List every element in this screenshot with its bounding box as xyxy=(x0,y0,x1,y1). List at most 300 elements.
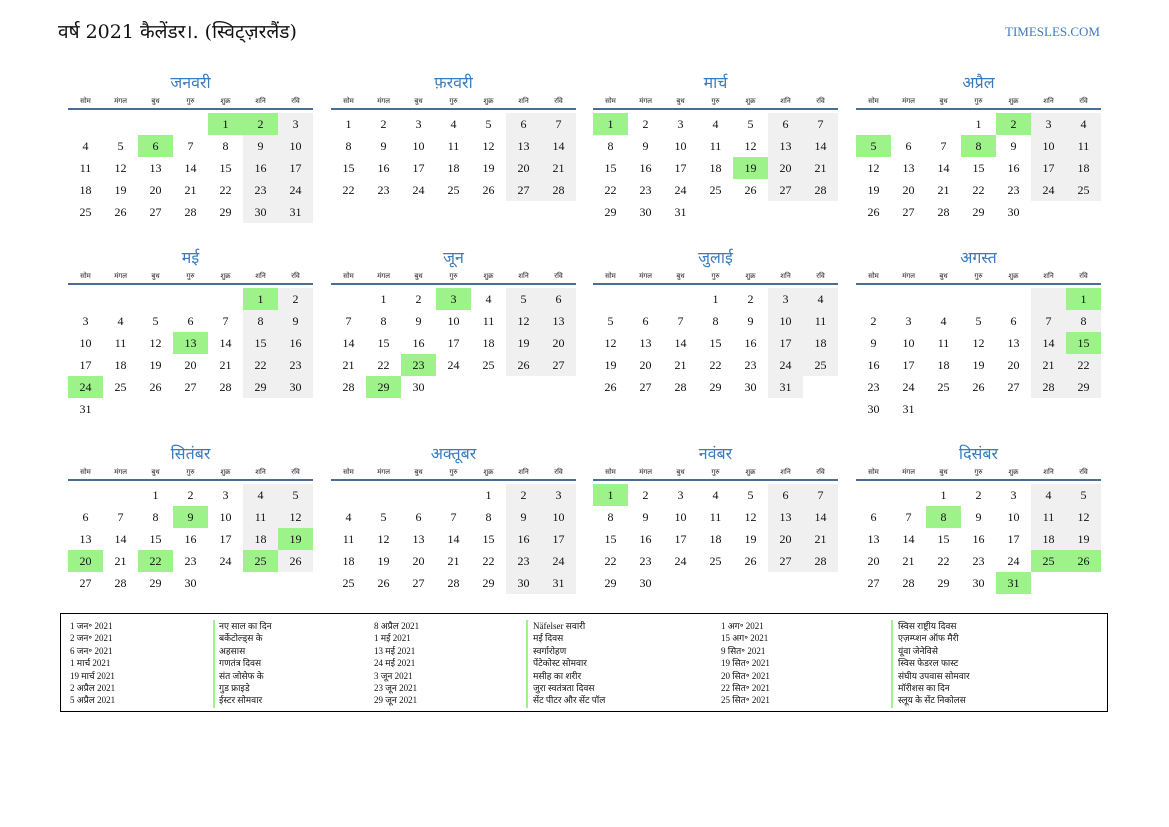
day-cell[interactable]: 15 xyxy=(342,161,355,175)
day-cell[interactable]: 21 xyxy=(184,183,197,197)
day-cell[interactable]: 20 xyxy=(639,358,652,372)
day-cell[interactable]: 2 xyxy=(506,484,541,506)
day-cell[interactable]: 6 xyxy=(768,484,803,506)
day-cell[interactable]: 28 xyxy=(803,550,838,572)
day-cell[interactable]: 23 xyxy=(972,554,985,568)
day-cell[interactable]: 10 xyxy=(541,506,576,528)
day-cell[interactable]: 3 xyxy=(222,488,229,502)
day-cell[interactable]: 9 xyxy=(278,310,313,332)
day-cell[interactable]: 22 xyxy=(243,354,278,376)
holiday-day-cell[interactable]: 9 xyxy=(173,506,208,528)
day-cell[interactable]: 16 xyxy=(278,332,313,354)
day-cell[interactable]: 7 xyxy=(345,314,352,328)
day-cell[interactable]: 21 xyxy=(219,358,232,372)
day-cell[interactable]: 14 xyxy=(184,161,197,175)
day-cell[interactable]: 26 xyxy=(744,183,757,197)
holiday-day-cell[interactable]: 1 xyxy=(593,484,628,506)
day-cell[interactable]: 8 xyxy=(222,139,229,153)
day-cell[interactable]: 14 xyxy=(114,532,127,546)
day-cell[interactable]: 25 xyxy=(803,354,838,376)
day-cell[interactable]: 15 xyxy=(482,532,495,546)
day-cell[interactable]: 24 xyxy=(768,354,803,376)
day-cell[interactable]: 26 xyxy=(604,380,617,394)
holiday-day-cell[interactable]: 29 xyxy=(366,376,401,398)
day-cell[interactable]: 10 xyxy=(447,314,460,328)
day-cell[interactable]: 29 xyxy=(482,576,495,590)
day-cell[interactable]: 8 xyxy=(712,314,719,328)
day-cell[interactable]: 30 xyxy=(412,380,425,394)
holiday-day-cell[interactable]: 25 xyxy=(1031,550,1066,572)
day-cell[interactable]: 30 xyxy=(972,576,985,590)
day-cell[interactable]: 7 xyxy=(450,510,457,524)
day-cell[interactable]: 28 xyxy=(447,576,460,590)
day-cell[interactable]: 20 xyxy=(902,183,915,197)
day-cell[interactable]: 18 xyxy=(709,161,722,175)
day-cell[interactable]: 20 xyxy=(412,554,425,568)
day-cell[interactable]: 10 xyxy=(768,310,803,332)
day-cell[interactable]: 13 xyxy=(149,161,162,175)
day-cell[interactable]: 28 xyxy=(902,576,915,590)
day-cell[interactable]: 16 xyxy=(867,358,880,372)
day-cell[interactable]: 17 xyxy=(1007,532,1020,546)
day-cell[interactable]: 10 xyxy=(902,336,915,350)
day-cell[interactable]: 14 xyxy=(342,336,355,350)
holiday-day-cell[interactable]: 1 xyxy=(243,288,278,310)
day-cell[interactable]: 9 xyxy=(380,139,387,153)
day-cell[interactable]: 18 xyxy=(482,336,495,350)
day-cell[interactable]: 3 xyxy=(82,314,89,328)
day-cell[interactable]: 4 xyxy=(485,292,492,306)
day-cell[interactable]: 12 xyxy=(972,336,985,350)
day-cell[interactable]: 5 xyxy=(747,117,754,131)
day-cell[interactable]: 25 xyxy=(114,380,127,394)
day-cell[interactable]: 3 xyxy=(278,113,313,135)
day-cell[interactable]: 29 xyxy=(219,205,232,219)
day-cell[interactable]: 27 xyxy=(184,380,197,394)
day-cell[interactable]: 17 xyxy=(541,528,576,550)
day-cell[interactable]: 1 xyxy=(345,117,352,131)
holiday-day-cell[interactable]: 8 xyxy=(926,506,961,528)
day-cell[interactable]: 29 xyxy=(1066,376,1101,398)
day-cell[interactable]: 14 xyxy=(447,532,460,546)
day-cell[interactable]: 24 xyxy=(412,183,425,197)
day-cell[interactable]: 9 xyxy=(415,314,422,328)
day-cell[interactable]: 20 xyxy=(506,157,541,179)
day-cell[interactable]: 17 xyxy=(768,332,803,354)
day-cell[interactable]: 23 xyxy=(506,550,541,572)
day-cell[interactable]: 23 xyxy=(867,380,880,394)
day-cell[interactable]: 11 xyxy=(709,510,722,524)
day-cell[interactable]: 2 xyxy=(642,117,649,131)
day-cell[interactable]: 5 xyxy=(380,510,387,524)
day-cell[interactable]: 25 xyxy=(937,380,950,394)
day-cell[interactable]: 28 xyxy=(541,179,576,201)
holiday-day-cell[interactable]: 8 xyxy=(961,135,996,157)
day-cell[interactable]: 29 xyxy=(604,576,617,590)
day-cell[interactable]: 24 xyxy=(541,550,576,572)
holiday-day-cell[interactable]: 26 xyxy=(1066,550,1101,572)
day-cell[interactable]: 4 xyxy=(243,484,278,506)
day-cell[interactable]: 8 xyxy=(1066,310,1101,332)
day-cell[interactable]: 24 xyxy=(278,179,313,201)
day-cell[interactable]: 27 xyxy=(1007,380,1020,394)
day-cell[interactable]: 29 xyxy=(937,576,950,590)
day-cell[interactable]: 5 xyxy=(117,139,124,153)
holiday-day-cell[interactable]: 1 xyxy=(593,113,628,135)
day-cell[interactable]: 30 xyxy=(639,205,652,219)
day-cell[interactable]: 28 xyxy=(184,205,197,219)
day-cell[interactable]: 16 xyxy=(972,532,985,546)
day-cell[interactable]: 9 xyxy=(1010,139,1017,153)
day-cell[interactable]: 15 xyxy=(219,161,232,175)
day-cell[interactable]: 2 xyxy=(380,117,387,131)
day-cell[interactable]: 14 xyxy=(1031,332,1066,354)
day-cell[interactable]: 17 xyxy=(447,336,460,350)
day-cell[interactable]: 31 xyxy=(902,402,915,416)
day-cell[interactable]: 16 xyxy=(412,336,425,350)
day-cell[interactable]: 26 xyxy=(149,380,162,394)
day-cell[interactable]: 20 xyxy=(867,554,880,568)
day-cell[interactable]: 4 xyxy=(82,139,89,153)
day-cell[interactable]: 31 xyxy=(541,572,576,594)
day-cell[interactable]: 2 xyxy=(642,488,649,502)
holiday-day-cell[interactable]: 2 xyxy=(996,113,1031,135)
day-cell[interactable]: 4 xyxy=(345,510,352,524)
day-cell[interactable]: 3 xyxy=(1010,488,1017,502)
day-cell[interactable]: 6 xyxy=(506,113,541,135)
day-cell[interactable]: 28 xyxy=(803,179,838,201)
day-cell[interactable]: 24 xyxy=(447,358,460,372)
day-cell[interactable]: 6 xyxy=(1010,314,1017,328)
day-cell[interactable]: 20 xyxy=(149,183,162,197)
day-cell[interactable]: 27 xyxy=(867,576,880,590)
day-cell[interactable]: 10 xyxy=(674,139,687,153)
day-cell[interactable]: 7 xyxy=(677,314,684,328)
day-cell[interactable]: 21 xyxy=(1031,354,1066,376)
day-cell[interactable]: 29 xyxy=(972,205,985,219)
day-cell[interactable]: 16 xyxy=(639,532,652,546)
day-cell[interactable]: 22 xyxy=(604,183,617,197)
day-cell[interactable]: 10 xyxy=(219,510,232,524)
day-cell[interactable]: 18 xyxy=(1066,157,1101,179)
day-cell[interactable]: 6 xyxy=(905,139,912,153)
day-cell[interactable]: 30 xyxy=(278,376,313,398)
day-cell[interactable]: 27 xyxy=(79,576,92,590)
day-cell[interactable]: 24 xyxy=(219,554,232,568)
day-cell[interactable]: 12 xyxy=(867,161,880,175)
day-cell[interactable]: 8 xyxy=(345,139,352,153)
day-cell[interactable]: 18 xyxy=(243,528,278,550)
day-cell[interactable]: 23 xyxy=(184,554,197,568)
day-cell[interactable]: 3 xyxy=(1031,113,1066,135)
day-cell[interactable]: 2 xyxy=(975,488,982,502)
day-cell[interactable]: 22 xyxy=(377,358,390,372)
day-cell[interactable]: 18 xyxy=(1031,528,1066,550)
day-cell[interactable]: 1 xyxy=(485,488,492,502)
holiday-day-cell[interactable]: 5 xyxy=(856,135,891,157)
day-cell[interactable]: 10 xyxy=(1031,135,1066,157)
day-cell[interactable]: 30 xyxy=(506,572,541,594)
holiday-day-cell[interactable]: 1 xyxy=(208,113,243,135)
day-cell[interactable]: 9 xyxy=(870,336,877,350)
day-cell[interactable]: 12 xyxy=(149,336,162,350)
day-cell[interactable]: 26 xyxy=(114,205,127,219)
holiday-day-cell[interactable]: 25 xyxy=(243,550,278,572)
day-cell[interactable]: 4 xyxy=(712,488,719,502)
day-cell[interactable]: 13 xyxy=(79,532,92,546)
day-cell[interactable]: 19 xyxy=(482,161,495,175)
day-cell[interactable]: 6 xyxy=(187,314,194,328)
day-cell[interactable]: 27 xyxy=(768,179,803,201)
day-cell[interactable]: 14 xyxy=(541,135,576,157)
day-cell[interactable]: 13 xyxy=(1007,336,1020,350)
day-cell[interactable]: 23 xyxy=(639,554,652,568)
day-cell[interactable]: 8 xyxy=(485,510,492,524)
day-cell[interactable]: 9 xyxy=(975,510,982,524)
day-cell[interactable]: 25 xyxy=(1066,179,1101,201)
day-cell[interactable]: 28 xyxy=(219,380,232,394)
day-cell[interactable]: 3 xyxy=(541,484,576,506)
day-cell[interactable]: 28 xyxy=(342,380,355,394)
day-cell[interactable]: 19 xyxy=(604,358,617,372)
day-cell[interactable]: 11 xyxy=(1066,135,1101,157)
day-cell[interactable]: 1 xyxy=(152,488,159,502)
day-cell[interactable]: 11 xyxy=(937,336,950,350)
day-cell[interactable]: 18 xyxy=(114,358,127,372)
day-cell[interactable]: 12 xyxy=(1066,506,1101,528)
day-cell[interactable]: 2 xyxy=(187,488,194,502)
day-cell[interactable]: 31 xyxy=(768,376,803,398)
day-cell[interactable]: 29 xyxy=(243,376,278,398)
day-cell[interactable]: 21 xyxy=(803,528,838,550)
day-cell[interactable]: 15 xyxy=(149,532,162,546)
day-cell[interactable]: 27 xyxy=(639,380,652,394)
day-cell[interactable]: 21 xyxy=(114,554,127,568)
day-cell[interactable]: 27 xyxy=(506,179,541,201)
day-cell[interactable]: 22 xyxy=(972,183,985,197)
day-cell[interactable]: 17 xyxy=(1031,157,1066,179)
day-cell[interactable]: 27 xyxy=(541,354,576,376)
day-cell[interactable]: 21 xyxy=(937,183,950,197)
site-link[interactable]: TIMESLES.COM xyxy=(1005,24,1100,39)
day-cell[interactable]: 4 xyxy=(940,314,947,328)
day-cell[interactable]: 28 xyxy=(114,576,127,590)
day-cell[interactable]: 12 xyxy=(744,510,757,524)
day-cell[interactable]: 15 xyxy=(937,532,950,546)
day-cell[interactable]: 14 xyxy=(937,161,950,175)
day-cell[interactable]: 13 xyxy=(768,506,803,528)
day-cell[interactable]: 29 xyxy=(149,576,162,590)
day-cell[interactable]: 2 xyxy=(278,288,313,310)
day-cell[interactable]: 16 xyxy=(506,528,541,550)
day-cell[interactable]: 19 xyxy=(744,532,757,546)
day-cell[interactable]: 14 xyxy=(674,336,687,350)
day-cell[interactable]: 26 xyxy=(867,205,880,219)
day-cell[interactable]: 6 xyxy=(82,510,89,524)
day-cell[interactable]: 10 xyxy=(674,510,687,524)
day-cell[interactable]: 11 xyxy=(803,310,838,332)
day-cell[interactable]: 1 xyxy=(380,292,387,306)
day-cell[interactable]: 21 xyxy=(803,157,838,179)
day-cell[interactable]: 7 xyxy=(803,113,838,135)
day-cell[interactable]: 12 xyxy=(278,506,313,528)
day-cell[interactable]: 18 xyxy=(342,554,355,568)
day-cell[interactable]: 4 xyxy=(712,117,719,131)
day-cell[interactable]: 17 xyxy=(674,532,687,546)
day-cell[interactable]: 24 xyxy=(902,380,915,394)
day-cell[interactable]: 25 xyxy=(342,576,355,590)
day-cell[interactable]: 22 xyxy=(482,554,495,568)
day-cell[interactable]: 15 xyxy=(243,332,278,354)
holiday-day-cell[interactable]: 13 xyxy=(173,332,208,354)
day-cell[interactable]: 14 xyxy=(219,336,232,350)
day-cell[interactable]: 11 xyxy=(447,139,460,153)
day-cell[interactable]: 13 xyxy=(412,532,425,546)
day-cell[interactable]: 23 xyxy=(639,183,652,197)
day-cell[interactable]: 6 xyxy=(415,510,422,524)
day-cell[interactable]: 6 xyxy=(768,113,803,135)
day-cell[interactable]: 24 xyxy=(674,183,687,197)
day-cell[interactable]: 18 xyxy=(937,358,950,372)
day-cell[interactable]: 6 xyxy=(642,314,649,328)
day-cell[interactable]: 15 xyxy=(604,161,617,175)
day-cell[interactable]: 19 xyxy=(506,332,541,354)
day-cell[interactable]: 30 xyxy=(639,576,652,590)
day-cell[interactable]: 29 xyxy=(604,205,617,219)
day-cell[interactable]: 16 xyxy=(377,161,390,175)
day-cell[interactable]: 22 xyxy=(342,183,355,197)
holiday-day-cell[interactable]: 19 xyxy=(733,157,768,179)
day-cell[interactable]: 24 xyxy=(1031,179,1066,201)
day-cell[interactable]: 3 xyxy=(768,288,803,310)
day-cell[interactable]: 4 xyxy=(117,314,124,328)
day-cell[interactable]: 14 xyxy=(803,135,838,157)
day-cell[interactable]: 28 xyxy=(937,205,950,219)
day-cell[interactable]: 19 xyxy=(114,183,127,197)
day-cell[interactable]: 27 xyxy=(768,550,803,572)
day-cell[interactable]: 25 xyxy=(709,183,722,197)
day-cell[interactable]: 4 xyxy=(1031,484,1066,506)
day-cell[interactable]: 28 xyxy=(1031,376,1066,398)
day-cell[interactable]: 23 xyxy=(744,358,757,372)
day-cell[interactable]: 25 xyxy=(447,183,460,197)
holiday-day-cell[interactable]: 23 xyxy=(401,354,436,376)
day-cell[interactable]: 19 xyxy=(149,358,162,372)
day-cell[interactable]: 13 xyxy=(639,336,652,350)
day-cell[interactable]: 7 xyxy=(1031,310,1066,332)
day-cell[interactable]: 10 xyxy=(79,336,92,350)
day-cell[interactable]: 23 xyxy=(243,179,278,201)
day-cell[interactable]: 4 xyxy=(450,117,457,131)
day-cell[interactable]: 30 xyxy=(184,576,197,590)
day-cell[interactable]: 19 xyxy=(377,554,390,568)
holiday-day-cell[interactable]: 31 xyxy=(996,572,1031,594)
day-cell[interactable]: 11 xyxy=(482,314,495,328)
day-cell[interactable]: 11 xyxy=(342,532,355,546)
day-cell[interactable]: 8 xyxy=(607,510,614,524)
day-cell[interactable]: 23 xyxy=(1007,183,1020,197)
day-cell[interactable]: 13 xyxy=(867,532,880,546)
day-cell[interactable]: 29 xyxy=(709,380,722,394)
day-cell[interactable]: 1 xyxy=(940,488,947,502)
holiday-day-cell[interactable]: 24 xyxy=(68,376,103,398)
day-cell[interactable]: 7 xyxy=(541,113,576,135)
day-cell[interactable]: 6 xyxy=(870,510,877,524)
day-cell[interactable]: 26 xyxy=(972,380,985,394)
day-cell[interactable]: 12 xyxy=(114,161,127,175)
day-cell[interactable]: 9 xyxy=(243,135,278,157)
day-cell[interactable]: 10 xyxy=(278,135,313,157)
day-cell[interactable]: 11 xyxy=(1031,506,1066,528)
day-cell[interactable]: 27 xyxy=(902,205,915,219)
holiday-day-cell[interactable]: 15 xyxy=(1066,332,1101,354)
day-cell[interactable]: 19 xyxy=(867,183,880,197)
day-cell[interactable]: 26 xyxy=(482,183,495,197)
day-cell[interactable]: 3 xyxy=(677,488,684,502)
day-cell[interactable]: 18 xyxy=(709,532,722,546)
day-cell[interactable]: 9 xyxy=(642,510,649,524)
day-cell[interactable]: 2 xyxy=(415,292,422,306)
day-cell[interactable]: 10 xyxy=(412,139,425,153)
day-cell[interactable]: 28 xyxy=(674,380,687,394)
day-cell[interactable]: 8 xyxy=(380,314,387,328)
day-cell[interactable]: 8 xyxy=(243,310,278,332)
holiday-day-cell[interactable]: 1 xyxy=(1066,288,1101,310)
day-cell[interactable]: 6 xyxy=(541,288,576,310)
holiday-day-cell[interactable]: 22 xyxy=(138,550,173,572)
day-cell[interactable]: 9 xyxy=(747,314,754,328)
day-cell[interactable]: 18 xyxy=(803,332,838,354)
day-cell[interactable]: 3 xyxy=(415,117,422,131)
day-cell[interactable]: 4 xyxy=(1066,113,1101,135)
day-cell[interactable]: 14 xyxy=(902,532,915,546)
holiday-day-cell[interactable]: 2 xyxy=(243,113,278,135)
day-cell[interactable]: 16 xyxy=(1007,161,1020,175)
day-cell[interactable]: 10 xyxy=(1007,510,1020,524)
day-cell[interactable]: 30 xyxy=(867,402,880,416)
day-cell[interactable]: 9 xyxy=(642,139,649,153)
day-cell[interactable]: 2 xyxy=(747,292,754,306)
day-cell[interactable]: 12 xyxy=(604,336,617,350)
day-cell[interactable]: 23 xyxy=(278,354,313,376)
day-cell[interactable]: 27 xyxy=(412,576,425,590)
day-cell[interactable]: 16 xyxy=(639,161,652,175)
day-cell[interactable]: 27 xyxy=(149,205,162,219)
day-cell[interactable]: 5 xyxy=(1066,484,1101,506)
holiday-day-cell[interactable]: 6 xyxy=(138,135,173,157)
day-cell[interactable]: 15 xyxy=(709,336,722,350)
day-cell[interactable]: 30 xyxy=(243,201,278,223)
day-cell[interactable]: 26 xyxy=(744,554,757,568)
day-cell[interactable]: 20 xyxy=(768,157,803,179)
day-cell[interactable]: 31 xyxy=(278,201,313,223)
day-cell[interactable]: 20 xyxy=(541,332,576,354)
day-cell[interactable]: 5 xyxy=(607,314,614,328)
day-cell[interactable]: 7 xyxy=(940,139,947,153)
day-cell[interactable]: 11 xyxy=(114,336,127,350)
day-cell[interactable]: 12 xyxy=(506,310,541,332)
day-cell[interactable]: 16 xyxy=(184,532,197,546)
day-cell[interactable]: 26 xyxy=(278,550,313,572)
day-cell[interactable]: 5 xyxy=(152,314,159,328)
day-cell[interactable]: 7 xyxy=(222,314,229,328)
day-cell[interactable]: 2 xyxy=(870,314,877,328)
day-cell[interactable]: 20 xyxy=(1007,358,1020,372)
day-cell[interactable]: 22 xyxy=(937,554,950,568)
day-cell[interactable]: 21 xyxy=(674,358,687,372)
day-cell[interactable]: 5 xyxy=(485,117,492,131)
day-cell[interactable]: 15 xyxy=(604,532,617,546)
